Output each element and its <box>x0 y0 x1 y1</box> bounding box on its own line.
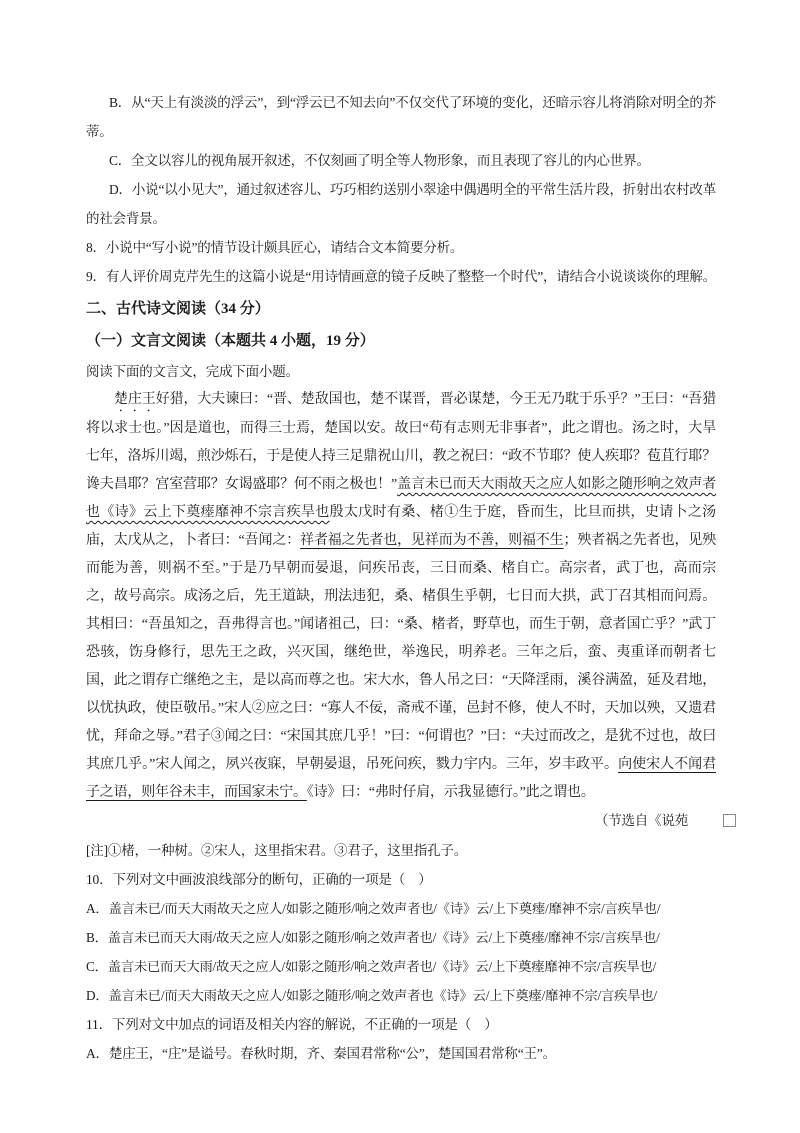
source-line: （节选自《说苑 <box>594 813 688 828</box>
question-8: 8．小说中“写小说”的情节设计颇具匠心，请结合文本简要分析。 <box>86 240 464 255</box>
margin-checkbox <box>723 814 736 827</box>
q10-option-d: D．盖言未已/而天大雨故天之应人/如影之随形/响之效声者也《诗》云/上下奠瘗/靡神不宗/言疾旱也/ <box>86 988 657 1003</box>
passage-segment-wavy: 盖言未已而天大雨故天之应人如影之随形响之效声者也《诗》云上下奠瘗靡神不宗言疾旱也 <box>86 477 716 520</box>
subsection-heading: （一）文言文阅读（本题共 4 小题，19 分） <box>86 333 375 349</box>
source-row <box>86 807 716 835</box>
passage-segment-plain: 殷太戊时有桑、楮①生于庭，昏而生，比旦而拱，史请卜之汤庙，太戊从之，卜者曰：“吾闻之： <box>86 505 716 548</box>
section-heading: 二、古代诗文阅读（34 分） <box>86 301 270 317</box>
prev-option-b: B．从“天上有淡淡的浮云”，到“浮云已不知去向”不仅交代了环境的变化，还暗示容儿将消除对明全的芥蒂。 <box>86 95 716 139</box>
q10-stem: 10．下列对文中画波浪线部分的断句，正确的一项是（ ） <box>86 872 432 887</box>
prev-option-c: C．全文以容儿的视角展开叙述，不仅刻画了明全等人物形象，而且表现了容儿的内心世界。 <box>108 153 650 168</box>
prev-option-d: D．小说“以小见大”，通过叙述容儿、巧巧相约送别小翠途中偶遇明全的平常生活片段，折射出农村改革的社会背景。 <box>86 182 716 226</box>
question-9: 9．有人评价周克芹先生的这篇小说是“用诗情画意的镜子反映了整整一个时代”，请结合小说谈谈你的理解。 <box>86 269 716 284</box>
passage-segment-dots: 楚庄王 <box>114 392 156 407</box>
classical-passage <box>86 386 716 807</box>
passage-segment-plain: ；殃者祸之先者也，见殃而能为善，则祸不至。”于是乃早朝而晏退，问疾吊丧，三日而桑、楮自亡。高宗者，武丁也，高而宗之，故号高宗。成汤之后，先王道缺，刑法违犯，桑、楮俱生乎朝，七日而大拱，武丁召其相而问焉。其相曰：“吾虽知之，吾弗得言也。”闻诸祖己，曰：“桑、楮者，野草也，而生于朝，意者国亡乎？”武丁恐骇，饬身修行，思先王之政，兴灭国，继绝世，举逸民，明养老。三年之后，蛮、夷重译而朝者七国，此之谓存亡继绝之主，是以高而尊之也。宋大水，鲁人吊之曰：“天降淫雨，溪谷满盈，延及君地，以忧执政，使臣敬吊。”宋人②应之曰：“寡人不佞，斋戒不谨，邑封不修，使人不时，天加以殃，又遗君忧，拜命之辱。”君子③闻之曰：“宋国其庶几乎！”曰：“何谓也？”曰：“夫过而改之，是犹不过也，故曰其庶几乎。”宋人闻之，夙兴夜寐，早朝晏退，吊死问疾，戮力宇内。三年，岁丰政平。 <box>86 533 716 772</box>
q11-stem: 11．下列对文中加点的词语及相关内容的解说，不正确的一项是（ ） <box>86 1017 498 1032</box>
passage-intro: 阅读下面的文言文，完成下面小题。 <box>86 364 299 379</box>
footnote: [注]①楮，一种树。②宋人，这里指宋君。③君子，这里指孔子。 <box>86 843 467 858</box>
passage-segment-plain: 《诗》曰：“弗时仔肩，示我显德行。”此之谓也。 <box>306 785 595 800</box>
passage-segment-underline: 祥者福之先者也，见祥而为不善，则福不生 <box>300 533 564 548</box>
passage-segment-underline: 向使宋人不闻君子之语，则年谷未丰，而国家未宁。 <box>86 757 716 800</box>
q10-option-a: A．盖言未已/而天大雨故天之应人/如影之随形/响之效声者也/《诗》云/上下奠瘗/靡神不宗/言疾旱也/ <box>86 901 661 916</box>
passage-segment-plain: 好猎，大夫谏曰：“晋、楚敌国也，楚不谋晋，晋必谋楚，今王无乃耽于乐乎？”王曰：“吾猎将以求士也。”因是道也，而得三士焉，楚国以安。故曰“苟有志则无非事者”，此之谓也。汤之时，大旱七年，洛坼川竭，煎沙烁石，于是使人持三足鼎祝山川，教之祝曰：“政不节耶？使人疾耶？苞苴行耶？谗夫昌耶？宫室营耶？女谒盛耶？何不雨之极也！” <box>86 392 716 492</box>
q11-option-a: A．楚庄王，“庄”是谥号。春秋时期，齐、秦国君常称“公”，楚国国君常称“王”。 <box>86 1046 556 1061</box>
q10-option-b: B．盖言未已而天大雨/故天之应人/如影之随形/响之效声者也/《诗》云/上下奠瘗/靡神不宗/言疾旱也/ <box>86 930 660 945</box>
q10-option-c: C．盖言未已而天大雨/故天之应人/如影之随形/响之效声者也/《诗》云/上下奠瘗靡神不宗/言疾旱也/ <box>86 959 657 974</box>
